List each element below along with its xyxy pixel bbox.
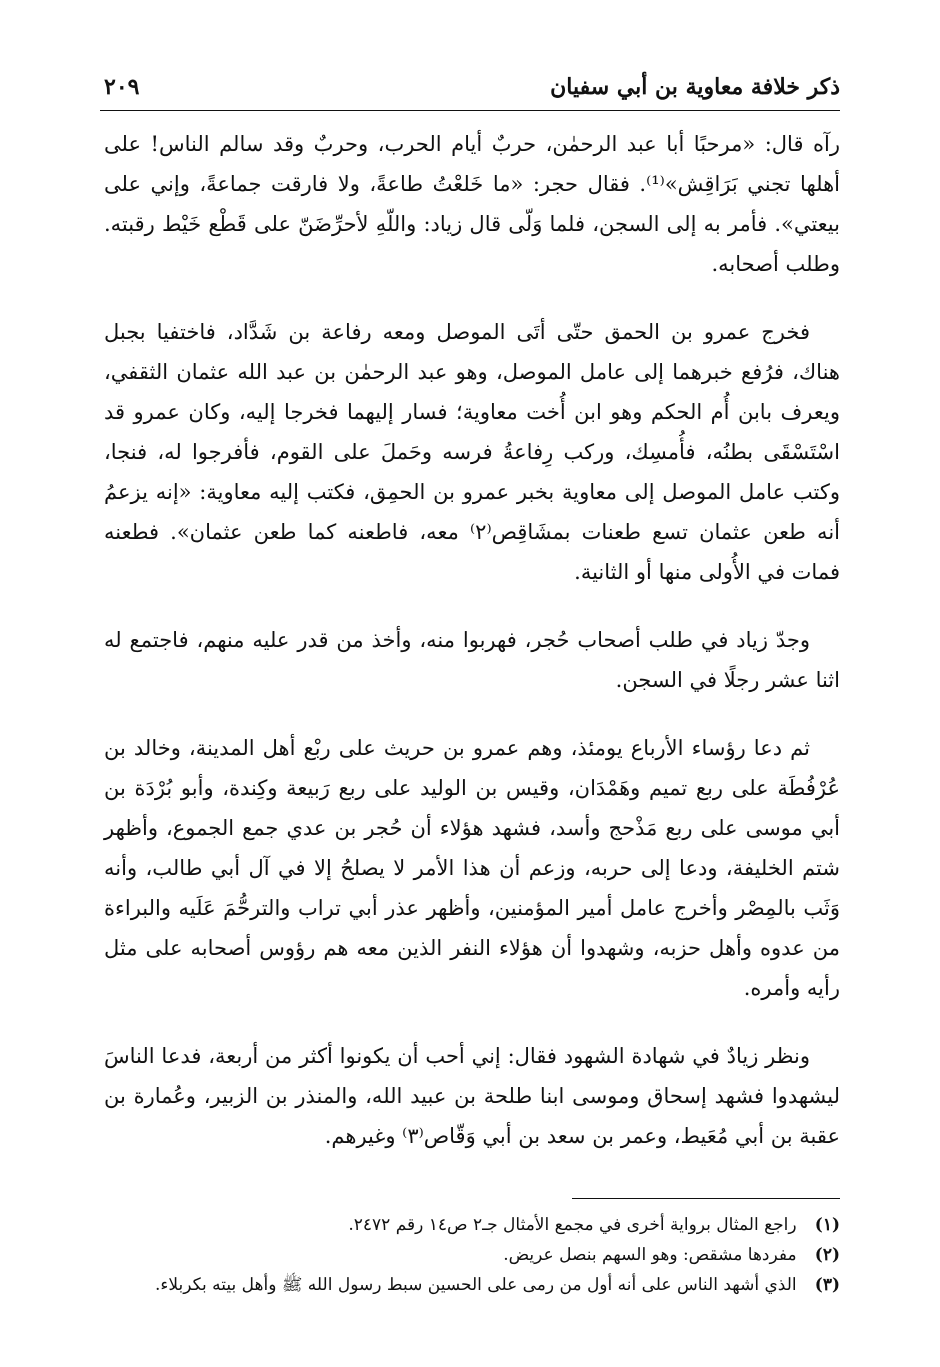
paragraph: ونظر زيادٌ في شهادة الشهود فقال: إني أحب أن يكونوا أكثر من أربعة، فدعا الناسَ ليشهدوا فشهد إسحاق وموسى ابنا طلحة بن عبيد الله، والمنذر بن الزبير، وعُمارة بن عقبة بن أبي مُعَيط، وعمر بن سعد بن أبي وَقّاص⁽٣⁾ وغيرهم.: [104, 1044, 840, 1148]
footnote-divider: [572, 1198, 840, 1199]
paragraph: فخرج عمرو بن الحمق حتّى أتَى الموصل ومعه رفاعة بن شَدَّاد، فاختفيا بجبل هناك، فرُفع خبرهما إلى عامل الموصل، وهو عبد الرحمٰن بن عبد الله عثمان الثقفي، ويعرف بابن أُم الحكم وهو ابن أُخت معاوية؛ فسار إليهما فخرجا إليه، وكان عمرو قد اسْتَسْقَى بطنُه، فأُمسِك، وركب رِفاعةُ فرسه وحَملَ على القوم، فأفرجوا له، فنجا، وكتب عامل الموصل إلى معاوية بخبر عمرو بن الحمِق، فكتب إليه معاوية: «إنه يزعمُ أنه طعن عثمان تسع طعنات بمشَاقِص⁽٢⁾ معه، فاطعنه كما طعن عثمان». فطعنه فمات في الأُولى منها أو الثانية.: [104, 320, 840, 584]
page-number: ٢٠٩: [104, 74, 140, 100]
footnote-text: راجع المثال برواية أخرى في مجمع الأمثال جـ٢ ص١٤ رقم ٢٤٧٢.: [348, 1215, 797, 1235]
running-title: ذكر خلافة معاوية بن أبي سفيان: [550, 74, 840, 100]
footnote-text: الذي أشهد الناس على أنه أول من رمى على الحسين سبط رسول الله ﷺ وأهل بيته بكربلاء.: [155, 1275, 797, 1295]
page-header: [100, 70, 840, 106]
paragraph: رآه قال: «مرحبًا أبا عبد الرحمٰن، حربٌ أيام الحرب، وحربٌ وقد سالم الناس! على أهلها تجني بَرَاقِش»⁽¹⁾. فقال حجر: «ما خَلعْتُ طاعةً، ولا فارقت جماعةً، وإني على بيعتي». فأمر به إلى السجن، فلما وَلّى قال زياد: واللّهِ لأحرِّضَنّ على قَطْع خَيْط رقبته. وطلب أصحابه.: [104, 132, 840, 276]
footnote-marker: (١): [814, 1215, 840, 1235]
main-text: [104, 124, 840, 1184]
footnote: [110, 1270, 840, 1300]
footnote-marker: (٣): [814, 1275, 840, 1295]
footnotes: [110, 1210, 840, 1300]
footnote-marker: (٢): [814, 1245, 840, 1265]
footnote: [110, 1240, 840, 1270]
paragraph: ثم دعا رؤساء الأرباع يومئذ، وهم عمرو بن حريث على ربْع أهل المدينة، وخالد بن عُرْفُطَة على ربع تميم وهَمْدَان، وقيس بن الوليد على ربع رَبيعة وكِندة، وأبو بُرْدَة بن أبي موسى على ربع مَذْحج وأسد، فشهد هؤلاء أن حُجر بن عدي جمع الجموع، وأظهر شتم الخليفة، ودعا إلى حربه، وزعم أن هذا الأمر لا يصلحُ إلا في آل أبي طالب، وأنه وَثَب بالمِصْر وأخرج عامل أمير المؤمنين، وأظهر عذر أبي تراب والترحُّمَ عَلَيه والبراءة من عدوه وأهل حزبه، وشهدوا أن هؤلاء النفر الذين معه هم رؤوس أصحابه على مثل رأيه وأمره.: [104, 736, 840, 1000]
footnote-text: مفردها مشقص: وهو السهم بنصل عريض.: [503, 1245, 797, 1265]
footnote: [110, 1210, 840, 1240]
header-divider: [100, 110, 840, 111]
paragraph: وجدّ زياد في طلب أصحاب حُجر، فهربوا منه، وأخذ من قدر عليه منهم، فاجتمع له اثنا عشر رجلًا في السجن.: [104, 628, 840, 692]
